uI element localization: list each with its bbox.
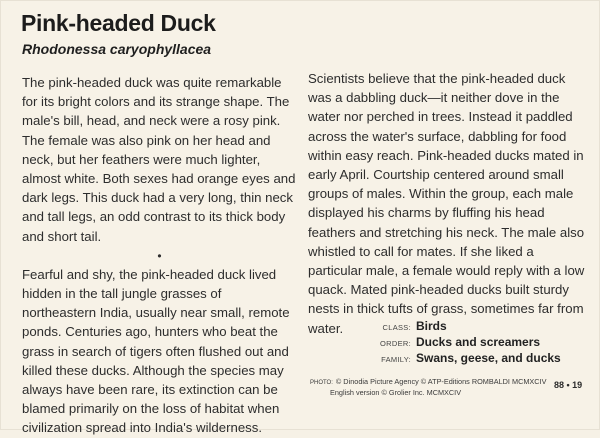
card-title: Pink-headed Duck — [21, 10, 216, 36]
classification-block — [371, 319, 561, 367]
credits-text-1: © Dinodia Picture Agency © ATP-Editions ROMBALDI MCMXCIV — [335, 377, 547, 386]
classification-row-class — [371, 319, 561, 335]
photo-label: PHOTO: — [310, 380, 333, 386]
paragraph-habitat: Fearful and shy, the pink-headed duck lived hidden in the tall jungle grasses of northeastern India, usually near small, remote ponds. Centuries ago, hunters who beat the grass in search of tigers often flushed out and killed these ducks. Although the species may always have been rare, its extinction can be blamed primarily on the loss of habitat when civilization spread into India's wilderness. — [22, 266, 290, 436]
paragraph-behavior: Scientists believe that the pink-headed duck was a dabbling duck—it neither dove in the water nor perched in trees. Instead it paddled across the water's surface, dabbling for food within easy reach. Pink-headed ducks mated in early April. Courtship centered around small groups of males. Within the group, each male displayed his charms by fluffing his head feathers and stretching his neck. The male also whistled to call for mates. If she liked a particular male, a female would reply with a low quack. Mated pink-headed ducks built sturdy nests in thick tufts of grass, sometimes far from water. — [308, 71, 585, 336]
right-column — [308, 69, 588, 338]
card-code: 88 • 19 — [554, 380, 583, 390]
paragraph-description: The pink-headed duck was quite remarkable for its bright colors and its strange shape. The male's bill, head, and neck were a rosy pink. The female was also pink on her head and neck, but her feathers were much lighter, almost white. Both sexes had orange eyes and dark legs. This duck had a very long, thin neck and tall legs, an odd contrast to its thick body and short tail. — [22, 75, 296, 244]
classification-row-family — [371, 351, 561, 367]
scientific-name: Rhodonessa caryophyllacea — [22, 41, 212, 57]
family-label: FAMILY: — [381, 355, 411, 364]
order-label: ORDER: — [380, 339, 411, 348]
classification-row-order — [371, 335, 561, 351]
order-value: Ducks and screamers — [416, 335, 541, 349]
left-column — [22, 73, 297, 438]
class-value: Birds — [416, 319, 447, 333]
class-label: CLASS: — [382, 323, 411, 332]
credits-line-2: English version © Grolier Inc. MCMXCIV — [330, 388, 462, 397]
photo-credits — [310, 377, 546, 398]
bullet-separator: • — [157, 248, 162, 263]
credits-line-1 — [310, 377, 546, 388]
family-value: Swans, geese, and ducks — [416, 351, 561, 365]
